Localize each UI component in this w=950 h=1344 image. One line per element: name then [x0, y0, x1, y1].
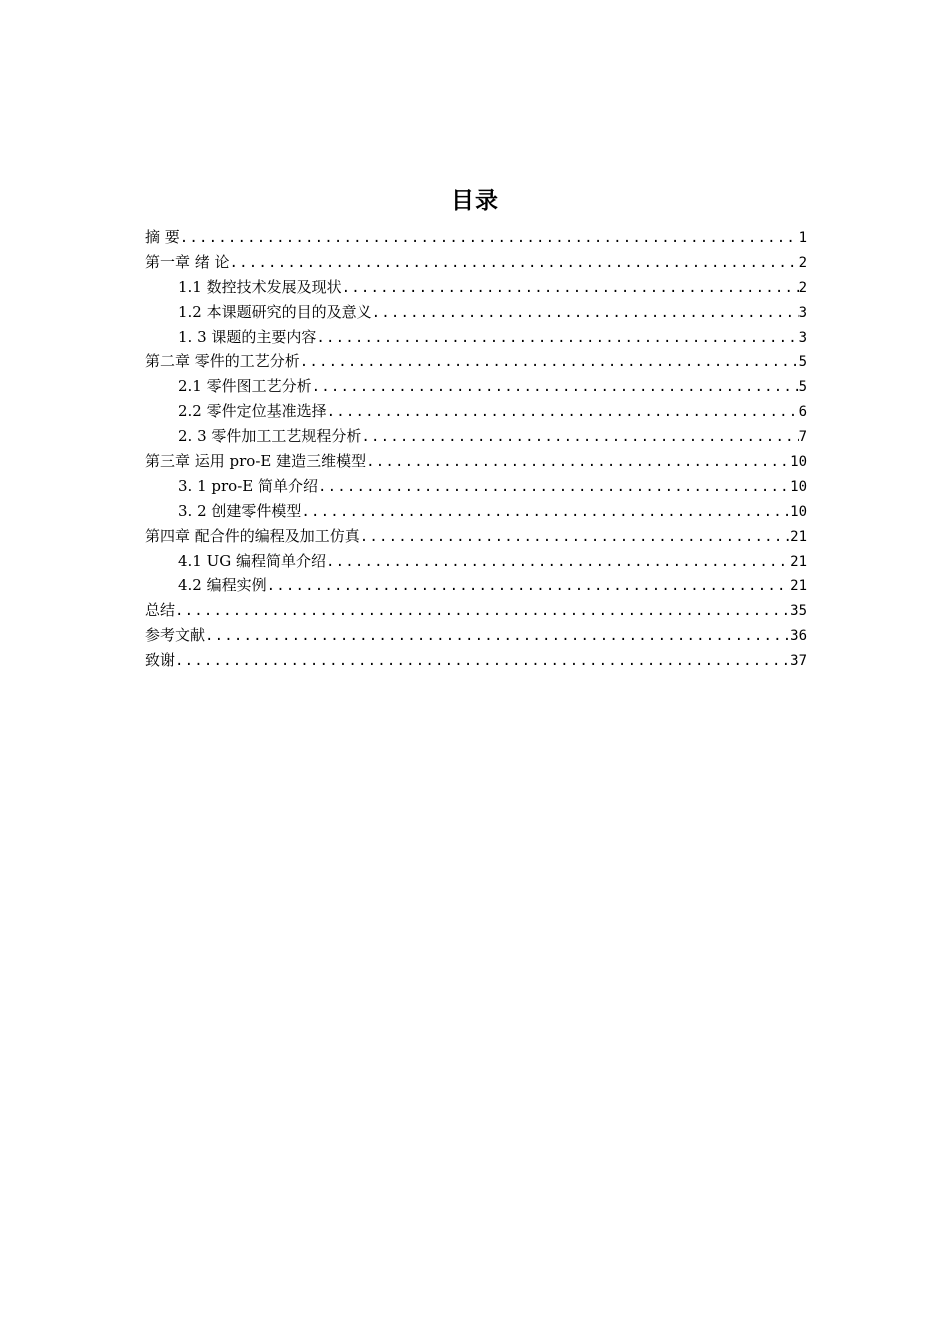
toc-entry-label: 第二章 零件的工艺分析 [145, 352, 300, 371]
toc-dot-leader [312, 375, 799, 400]
toc-dot-leader [361, 425, 798, 450]
toc-entry[interactable] [145, 549, 807, 574]
toc-entry-page-number: 37 [790, 653, 807, 670]
toc-entry-label: 1.2 本课题研究的目的及意义 [178, 302, 372, 321]
toc-entry[interactable] [145, 374, 807, 399]
toc-entry-page-number: 1 [798, 230, 807, 246]
toc-dot-leader [327, 400, 799, 425]
toc-entry-label: 摘 要 [145, 228, 180, 246]
toc-entry-page-number: 10 [790, 478, 807, 495]
toc-entry-page-number: 10 [790, 454, 807, 471]
toc-dot-leader [230, 251, 799, 276]
toc-entry-page-number: 10 [790, 503, 807, 520]
toc-dot-leader [316, 326, 798, 351]
toc-entry-page-number: 36 [790, 628, 807, 645]
toc-dot-leader [175, 599, 790, 624]
toc-dot-leader [318, 475, 790, 500]
toc-dot-leader [342, 276, 799, 301]
toc-entry-label: 致谢 [145, 651, 176, 670]
toc-entry-page-number: 7 [798, 429, 807, 446]
toc-entry-page-number: 21 [790, 578, 807, 595]
table-of-contents [145, 225, 807, 673]
toc-entry[interactable] [145, 598, 807, 623]
toc-dot-leader [180, 226, 799, 251]
toc-entry-label: 4.2 编程实例 [178, 576, 267, 595]
toc-dot-leader [372, 301, 799, 326]
toc-entry[interactable] [145, 275, 807, 300]
toc-entry-page-number: 5 [798, 379, 807, 396]
toc-dot-leader [366, 450, 790, 475]
toc-entry-page-number: 21 [790, 528, 807, 545]
toc-entry-label: 1. 3 课题的主要内容 [178, 327, 317, 346]
toc-entry[interactable] [145, 349, 807, 374]
toc-entry-label: 2.1 零件图工艺分析 [178, 377, 312, 396]
toc-entry[interactable] [145, 573, 807, 598]
toc-entry-label: 参考文献 [145, 626, 206, 645]
toc-entry-page-number: 35 [790, 603, 807, 620]
toc-dot-leader [175, 649, 790, 674]
toc-entry-page-number: 5 [798, 354, 807, 371]
toc-entry-label: 3. 1 pro-E 简单介绍 [178, 476, 318, 495]
toc-entry[interactable] [145, 474, 807, 499]
toc-entry-page-number: 2 [798, 254, 807, 271]
toc-entry-label: 1.1 数控技术发展及现状 [178, 277, 342, 296]
toc-entry[interactable] [145, 250, 807, 275]
toc-entry[interactable] [145, 623, 807, 648]
toc-entry[interactable] [145, 300, 807, 325]
toc-dot-leader [301, 500, 790, 525]
toc-entry[interactable] [145, 524, 807, 549]
toc-dot-leader [300, 350, 799, 375]
toc-entry-label: 2. 3 零件加工工艺规程分析 [178, 427, 362, 446]
toc-dot-leader [360, 525, 790, 550]
toc-entry-page-number: 2 [798, 279, 807, 296]
toc-entry[interactable] [145, 225, 807, 250]
toc-entry-label: 3. 2 创建零件模型 [178, 501, 302, 520]
toc-entry-label: 第四章 配合件的编程及加工仿真 [145, 526, 360, 545]
toc-entry-label: 总结 [145, 601, 176, 620]
toc-dot-leader [267, 574, 791, 599]
toc-entry[interactable] [145, 499, 807, 524]
toc-dot-leader [326, 550, 790, 575]
toc-entry-label: 2.2 零件定位基准选择 [178, 402, 327, 421]
toc-entry-label: 第三章 运用 pro-E 建造三维模型 [145, 452, 367, 471]
toc-entry-label: 第一章 绪 论 [145, 252, 230, 271]
toc-entry[interactable] [145, 449, 807, 474]
toc-entry[interactable] [145, 424, 807, 449]
toc-entry-page-number: 21 [790, 553, 807, 570]
toc-entry-page-number: 6 [798, 404, 807, 421]
toc-entry-label: 4.1 UG 编程简单介绍 [178, 551, 327, 570]
toc-entry-page-number: 3 [798, 304, 807, 321]
toc-dot-leader [205, 624, 790, 649]
toc-entry[interactable] [145, 648, 807, 673]
toc-entry[interactable] [145, 399, 807, 424]
toc-title: 目录 [451, 188, 499, 214]
toc-entry[interactable] [145, 325, 807, 350]
toc-entry-page-number: 3 [798, 329, 807, 346]
